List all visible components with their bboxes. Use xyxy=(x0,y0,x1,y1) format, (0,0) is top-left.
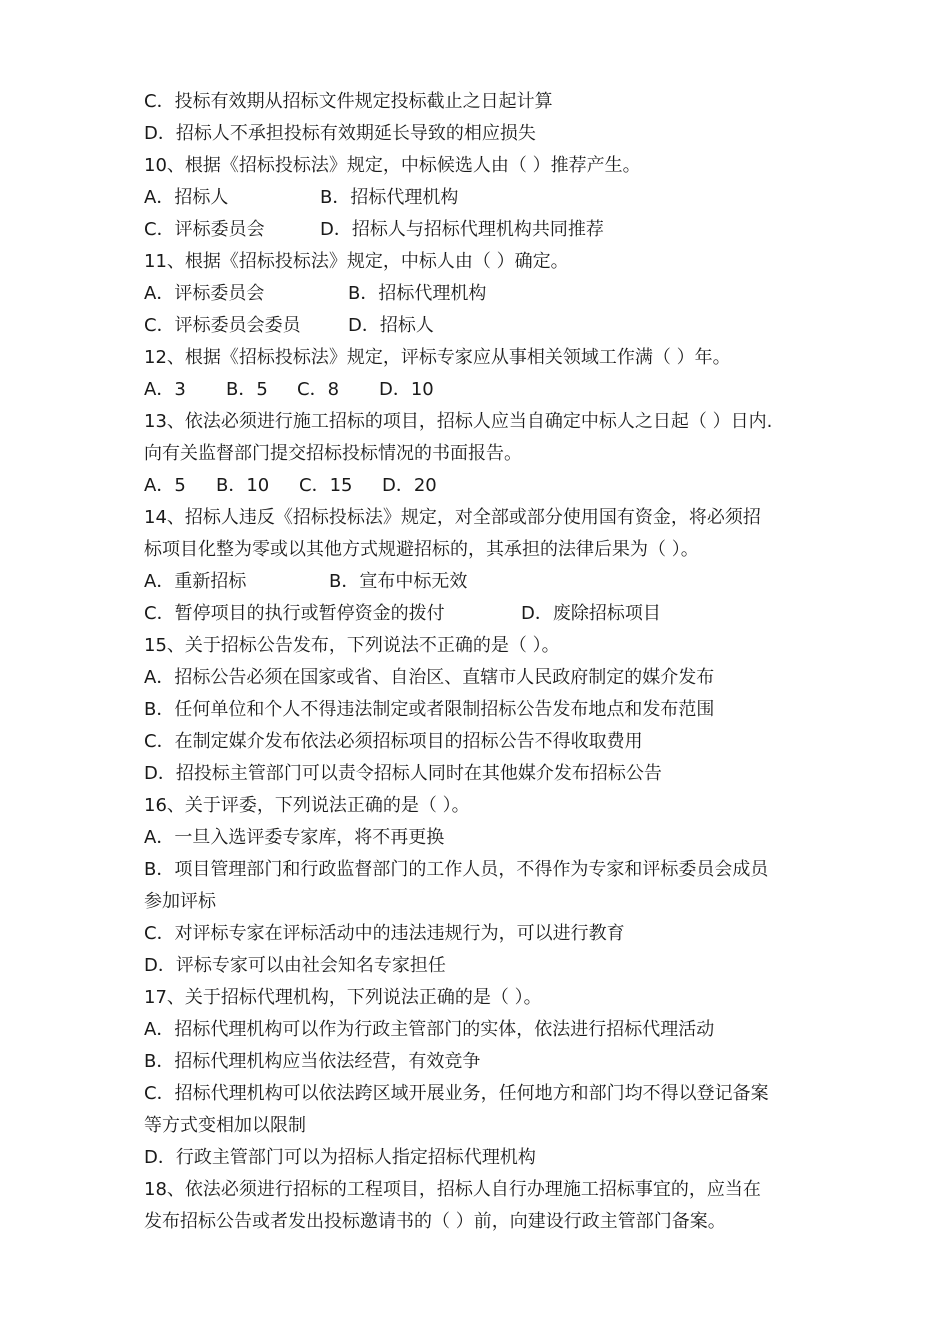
line-text: 10、根据《招标投标法》规定，中标候选人由（ ）推荐产生。 xyxy=(144,155,641,176)
line-text: 15、关于招标公告发布，下列说法不正确的是（ ）。 xyxy=(144,635,560,656)
option-text: B．10 xyxy=(216,475,270,496)
text-line xyxy=(144,950,824,982)
text-line xyxy=(144,982,824,1014)
line-text: 14、招标人违反《招标投标法》规定，对全部或部分使用国有资金，将必须招 xyxy=(144,507,761,528)
option-text: B．宣布中标无效 xyxy=(329,571,468,592)
option-text: B．招标代理机构 xyxy=(348,283,487,304)
line-text: 11、根据《招标投标法》规定，中标人由（ ）确定。 xyxy=(144,251,569,272)
text-line xyxy=(144,118,824,150)
text-line xyxy=(144,566,824,598)
line-text: A．一旦入选评委专家库，将不再更换 xyxy=(144,827,445,848)
line-text: 等方式变相加以限制 xyxy=(144,1115,306,1136)
line-text: D．招标人不承担投标有效期延长导致的相应损失 xyxy=(144,123,536,144)
line-text: C．投标有效期从招标文件规定投标截止之日起计算 xyxy=(144,91,553,112)
text-line xyxy=(144,534,824,566)
option-text: A．评标委员会 xyxy=(144,283,265,304)
line-text: A．招标公告必须在国家或省、自治区、直辖市人民政府制定的媒介发布 xyxy=(144,667,715,688)
option-text: A．5 xyxy=(144,475,186,496)
option-text: D．10 xyxy=(379,379,434,400)
text-line xyxy=(144,246,824,278)
line-text: 参加评标 xyxy=(144,891,216,912)
option-text: C．8 xyxy=(297,379,340,400)
line-text: B．任何单位和个人不得违法制定或者限制招标公告发布地点和发布范围 xyxy=(144,699,715,720)
line-text: A．招标代理机构可以作为行政主管部门的实体，依法进行招标代理活动 xyxy=(144,1019,715,1040)
option-text: C．评标委员会委员 xyxy=(144,315,301,336)
text-line xyxy=(144,630,824,662)
text-line xyxy=(144,438,824,470)
line-text: D．行政主管部门可以为招标人指定招标代理机构 xyxy=(144,1147,536,1168)
text-line xyxy=(144,886,824,918)
text-line xyxy=(144,1078,824,1110)
text-line xyxy=(144,278,824,310)
text-line xyxy=(144,502,824,534)
option-text: D．招标人与招标代理机构共同推荐 xyxy=(320,219,604,240)
text-line xyxy=(144,310,824,342)
text-line xyxy=(144,822,824,854)
text-line xyxy=(144,470,824,502)
line-text: D．评标专家可以由社会知名专家担任 xyxy=(144,955,446,976)
option-text: B．招标代理机构 xyxy=(320,187,459,208)
text-line xyxy=(144,758,824,790)
text-line xyxy=(144,726,824,758)
text-line xyxy=(144,1142,824,1174)
line-text: 17、关于招标代理机构，下列说法正确的是（ ）。 xyxy=(144,987,542,1008)
text-line xyxy=(144,854,824,886)
option-text: C．暂停项目的执行或暂停资金的拨付 xyxy=(144,603,445,624)
text-line xyxy=(144,374,824,406)
option-text: D．招标人 xyxy=(348,315,434,336)
text-line xyxy=(144,1046,824,1078)
option-text: A．重新招标 xyxy=(144,571,247,592)
text-line xyxy=(144,406,824,438)
option-text: A．3 xyxy=(144,379,186,400)
text-line xyxy=(144,790,824,822)
line-text: C．招标代理机构可以依法跨区域开展业务，任何地方和部门均不得以登记备案 xyxy=(144,1083,769,1104)
text-line xyxy=(144,918,824,950)
line-text: 向有关监督部门提交招标投标情况的书面报告。 xyxy=(144,443,522,464)
text-line xyxy=(144,150,824,182)
text-line xyxy=(144,1174,824,1206)
line-text: D．招投标主管部门可以责令招标人同时在其他媒介发布招标公告 xyxy=(144,763,662,784)
line-text: B．招标代理机构应当依法经营，有效竞争 xyxy=(144,1051,481,1072)
text-line xyxy=(144,1110,824,1142)
option-text: B．5 xyxy=(226,379,268,400)
text-line xyxy=(144,662,824,694)
line-text: 18、依法必须进行招标的工程项目，招标人自行办理施工招标事宜的，应当在 xyxy=(144,1179,761,1200)
document-page xyxy=(144,86,824,1238)
text-line xyxy=(144,1206,824,1238)
option-text: C．评标委员会 xyxy=(144,219,265,240)
text-line xyxy=(144,86,824,118)
text-line xyxy=(144,598,824,630)
option-text: D．废除招标项目 xyxy=(521,603,661,624)
line-text: 标项目化整为零或以其他方式规避招标的，其承担的法律后果为（ ）。 xyxy=(144,539,699,560)
text-line xyxy=(144,214,824,246)
line-text: 16、关于评委，下列说法正确的是（ ）。 xyxy=(144,795,470,816)
option-text: A．招标人 xyxy=(144,187,229,208)
line-text: C．在制定媒介发布依法必须招标项目的招标公告不得收取费用 xyxy=(144,731,643,752)
option-text: C．15 xyxy=(299,475,353,496)
line-text: C．对评标专家在评标活动中的违法违规行为，可以进行教育 xyxy=(144,923,625,944)
text-line xyxy=(144,694,824,726)
line-text: B．项目管理部门和行政监督部门的工作人员，不得作为专家和评标委员会成员 xyxy=(144,859,769,880)
text-line xyxy=(144,342,824,374)
line-text: 12、根据《招标投标法》规定，评标专家应从事相关领域工作满（ ）年。 xyxy=(144,347,731,368)
line-text: 13、依法必须进行施工招标的项目，招标人应当自确定中标人之日起（ ）日内. xyxy=(144,411,773,432)
text-line xyxy=(144,1014,824,1046)
text-line xyxy=(144,182,824,214)
option-text: D．20 xyxy=(382,475,437,496)
line-text: 发布招标公告或者发出投标邀请书的（ ）前，向建设行政主管部门备案。 xyxy=(144,1211,726,1232)
